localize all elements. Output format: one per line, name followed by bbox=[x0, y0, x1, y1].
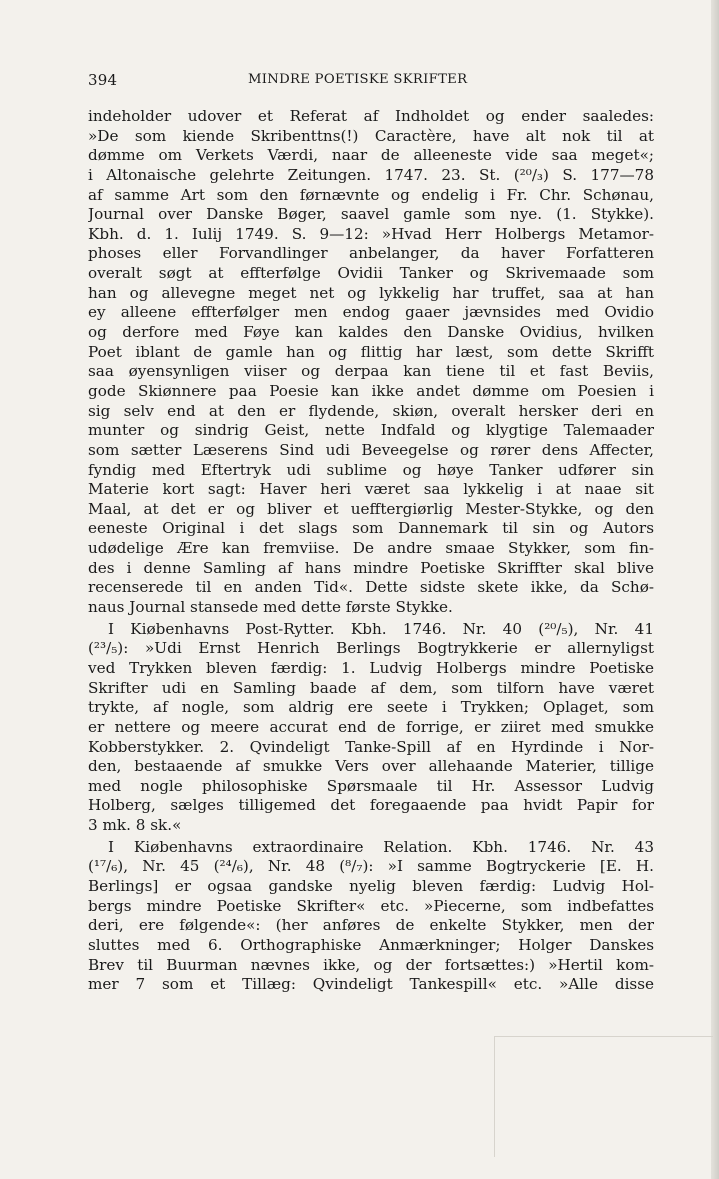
text-line: sig selv end at den er flydende, skiøn, overalt hersker deri en bbox=[88, 401, 654, 420]
text-line: dømme om Verkets Værdi, naar de alleeneste vide saa meget«; bbox=[88, 146, 654, 165]
text-line: i Altonaische gelehrte Zeitungen. 1747. 23. St. (²⁰/₃) S. 177—78 bbox=[88, 165, 654, 184]
running-title: MINDRE POETISKE SKRIFTER bbox=[248, 72, 468, 87]
text-line: I Kiøbenhavns extraordinaire Relation. Kbh. 1746. Nr. 43 bbox=[108, 837, 654, 856]
text-line: recenserede til en anden Tid«. Dette sidste skete ikke, da Schø- bbox=[88, 578, 654, 597]
text-line: I Kiøbenhavns Post-Rytter. Kbh. 1746. Nr. 40 (²⁰/₅), Nr. 41 bbox=[108, 619, 654, 638]
page-number: 394 bbox=[88, 71, 118, 89]
page-corner-mark bbox=[494, 1036, 713, 1157]
text-line: Journal over Danske Bøger, saavel gamle som nye. (1. Stykke). bbox=[88, 205, 654, 224]
text-line: med nogle philosophiske Spørsmaale til Hr. Assessor Ludvig bbox=[88, 776, 654, 795]
text-line: som sætter Læserens Sind udi Beveegelse og rører dens Affecter, bbox=[88, 440, 654, 459]
text-line: er nettere og meere accurat end de forrige, er ziiret med smukke bbox=[88, 717, 654, 736]
text-line: trykte, af nogle, som aldrig ere seete i Trykken; Oplaget, som bbox=[88, 698, 654, 717]
text-line: overalt søgt at effterfølge Ovidii Tanker og Skrivemaade som bbox=[88, 264, 654, 283]
text-line: den, bestaaende af smukke Vers over allehaande Materier, tillige bbox=[88, 757, 654, 776]
text-line: »De som kiende Skribenttns(!) Caractère, have alt nok til at bbox=[88, 126, 654, 145]
text-line: Kbh. d. 1. Iulij 1749. S. 9—12: »Hvad Herr Holbergs Metamor- bbox=[88, 224, 654, 243]
text-line: sluttes med 6. Orthographiske Anmærkninger; Holger Danskes bbox=[88, 935, 654, 954]
text-line: og derfore med Føye kan kaldes den Danske Ovidius, hvilken bbox=[88, 323, 654, 342]
text-line: phoses eller Forvandlinger anbelanger, da haver Forfatteren bbox=[88, 244, 654, 263]
text-line: fyndig med Eftertryk udi sublime og høye Tanker udfører sin bbox=[88, 460, 654, 479]
text-line: Maal, at det er og bliver et uefftergiørlig Mester-Stykke, og den bbox=[88, 499, 654, 518]
text-line: mer 7 som et Tillæg: Qvindeligt Tankespill« etc. »Alle disse bbox=[88, 975, 654, 994]
text-line: (¹⁷/₆), Nr. 45 (²⁴/₆), Nr. 48 (⁸/₇): »I samme Bogtryckerie [E. H. bbox=[88, 857, 654, 876]
text-line: Holberg, sælges tilligemed det foregaaende paa hvidt Papir for bbox=[88, 796, 654, 815]
page-edge bbox=[711, 0, 719, 1179]
text-line: Poet iblant de gamle han og flittig har læst, som dette Skrifft bbox=[88, 342, 654, 361]
text-line: Kobberstykker. 2. Qvindeligt Tanke-Spill af en Hyrdinde i Nor- bbox=[88, 737, 654, 756]
paragraph bbox=[88, 107, 654, 618]
text-line: han og allevegne meget net og lykkelig har truffet, saa at han bbox=[88, 283, 654, 302]
text-line: (²³/₅): »Udi Ernst Henrich Berlings Bogtrykkerie er allernyligst bbox=[88, 639, 654, 658]
text-line: des i denne Samling af hans mindre Poetiske Skriffter skal blive bbox=[88, 558, 654, 577]
text-line: ey alleene effterfølger men endog gaaer jævnsides med Ovidio bbox=[88, 303, 654, 322]
text-line: naus Journal stansede med dette første Stykke. bbox=[88, 598, 453, 617]
text-line: af samme Art som den førnævnte og endelig i Fr. Chr. Schønau, bbox=[88, 185, 654, 204]
text-line: 3 mk. 8 sk.« bbox=[88, 816, 182, 835]
body-text bbox=[88, 107, 654, 995]
text-line: munter og sindrig Geist, nette Indfald og klygtige Talemaader bbox=[88, 421, 654, 440]
paragraph bbox=[88, 838, 654, 995]
text-line: deri, ere følgende«: (her anføres de enkelte Stykker, men der bbox=[88, 916, 654, 935]
text-line: saa øyensynligen viiser og derpaa kan tiene til et fast Beviis, bbox=[88, 362, 654, 381]
text-line: eeneste Original i det slags som Dannemark til sin og Autors bbox=[88, 519, 654, 538]
text-line: Materie kort sagt: Haver heri været saa lykkelig i at naae sit bbox=[88, 480, 654, 499]
text-line: Brev til Buurman nævnes ikke, og der fortsættes:) »Hertil kom- bbox=[88, 955, 654, 974]
paragraph bbox=[88, 620, 654, 836]
text-line: Skrifter udi en Samling baade af dem, som tilforn have været bbox=[88, 678, 654, 697]
text-line: gode Skiønnere paa Poesie kan ikke andet dømme om Poesien i bbox=[88, 381, 654, 400]
text-line: udødelige Ære kan fremviise. De andre smaae Stykker, som fin- bbox=[88, 539, 654, 558]
text-line: indeholder udover et Referat af Indholdet og ender saaledes: bbox=[88, 107, 654, 125]
page-header bbox=[88, 71, 654, 93]
text-line: Berlings] er ogsaa gandske nyelig bleven færdig: Ludvig Hol- bbox=[88, 876, 654, 895]
text-line: bergs mindre Poetiske Skrifter« etc. »Piecerne, som indbefattes bbox=[88, 896, 654, 915]
text-line: ved Trykken bleven færdig: 1. Ludvig Holbergs mindre Poetiske bbox=[88, 658, 654, 677]
